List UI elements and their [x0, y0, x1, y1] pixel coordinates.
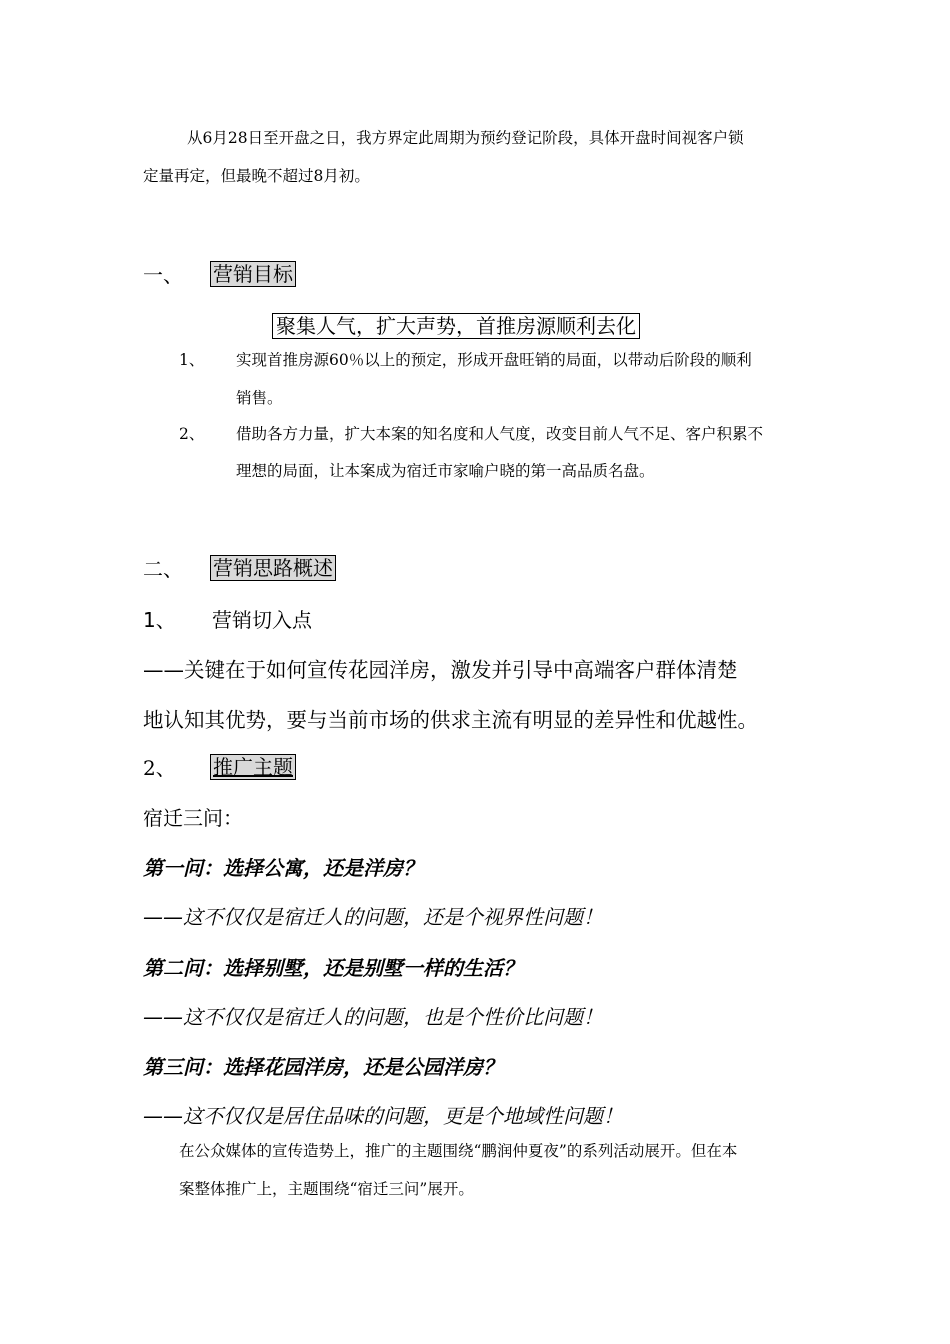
section1-item-1-line-1: 实现首推房源60％以上的预定，形成开盘旺销的局面，以带动后阶段的顺利	[236, 351, 752, 369]
sub2-title	[210, 751, 296, 780]
sub1-line-1: ——关键在于如何宣传花园洋房，激发并引导中高端客户群体清楚	[143, 658, 738, 682]
intro-line-2: 定量再定，但最晚不超过8月初。	[143, 167, 370, 185]
sub1-number: 1、	[143, 608, 176, 632]
section1-banner-text: 聚集人气，扩大声势，首推房源顺利去化	[272, 313, 640, 339]
closing-line-1: 在公众媒体的宣传造势上，推广的主题围绕“鹏润仲夏夜”的系列活动展开。但在本	[179, 1142, 738, 1160]
question-3: 第三问：选择花园洋房，还是公园洋房？	[143, 1055, 503, 1079]
section1-item-1-number: 1、	[179, 351, 205, 369]
sub2-title-text: 推广主题	[210, 754, 296, 780]
section1-banner	[272, 310, 640, 339]
sub1-title: 营销切入点	[212, 608, 312, 632]
answer-2: ——这不仅仅是宿迁人的问题，也是个性价比问题！	[143, 1005, 603, 1029]
section1-item-2-number: 2、	[179, 425, 205, 443]
closing-line-2: 案整体推广上，主题围绕“宿迁三问”展开。	[179, 1180, 474, 1198]
intro-line-1: 从6月28日至开盘之日，我方界定此周期为预约登记阶段，具体开盘时间视客户锁	[187, 129, 744, 147]
answer-1: ——这不仅仅是宿迁人的问题，还是个视界性问题！	[143, 905, 603, 929]
section1-title	[210, 258, 296, 287]
section1-item-2-line-2: 理想的局面，让本案成为宿迁市家喻户晓的第一高品质名盘。	[236, 462, 655, 480]
section1-item-1-line-2: 销售。	[236, 389, 283, 407]
sub2-lead: 宿迁三问：	[143, 806, 243, 830]
section1-item-2-line-1: 借助各方力量，扩大本案的知名度和人气度，改变目前人气不足、客户积累不	[236, 425, 764, 443]
answer-3: ——这不仅仅是居住品味的问题，更是个地域性问题！	[143, 1104, 623, 1128]
section2-title-text: 营销思路概述	[210, 555, 336, 581]
sub2-number: 2、	[143, 756, 176, 780]
section2-number: 二、	[143, 557, 183, 581]
section1-number: 一、	[143, 263, 183, 287]
question-1: 第一问：选择公寓，还是洋房？	[143, 856, 423, 880]
question-2: 第二问：选择别墅，还是别墅一样的生活？	[143, 956, 523, 980]
section2-title	[210, 552, 336, 581]
sub1-line-2: 地认知其优势，要与当前市场的供求主流有明显的差异性和优越性。	[143, 708, 758, 732]
section1-title-text: 营销目标	[210, 261, 296, 287]
